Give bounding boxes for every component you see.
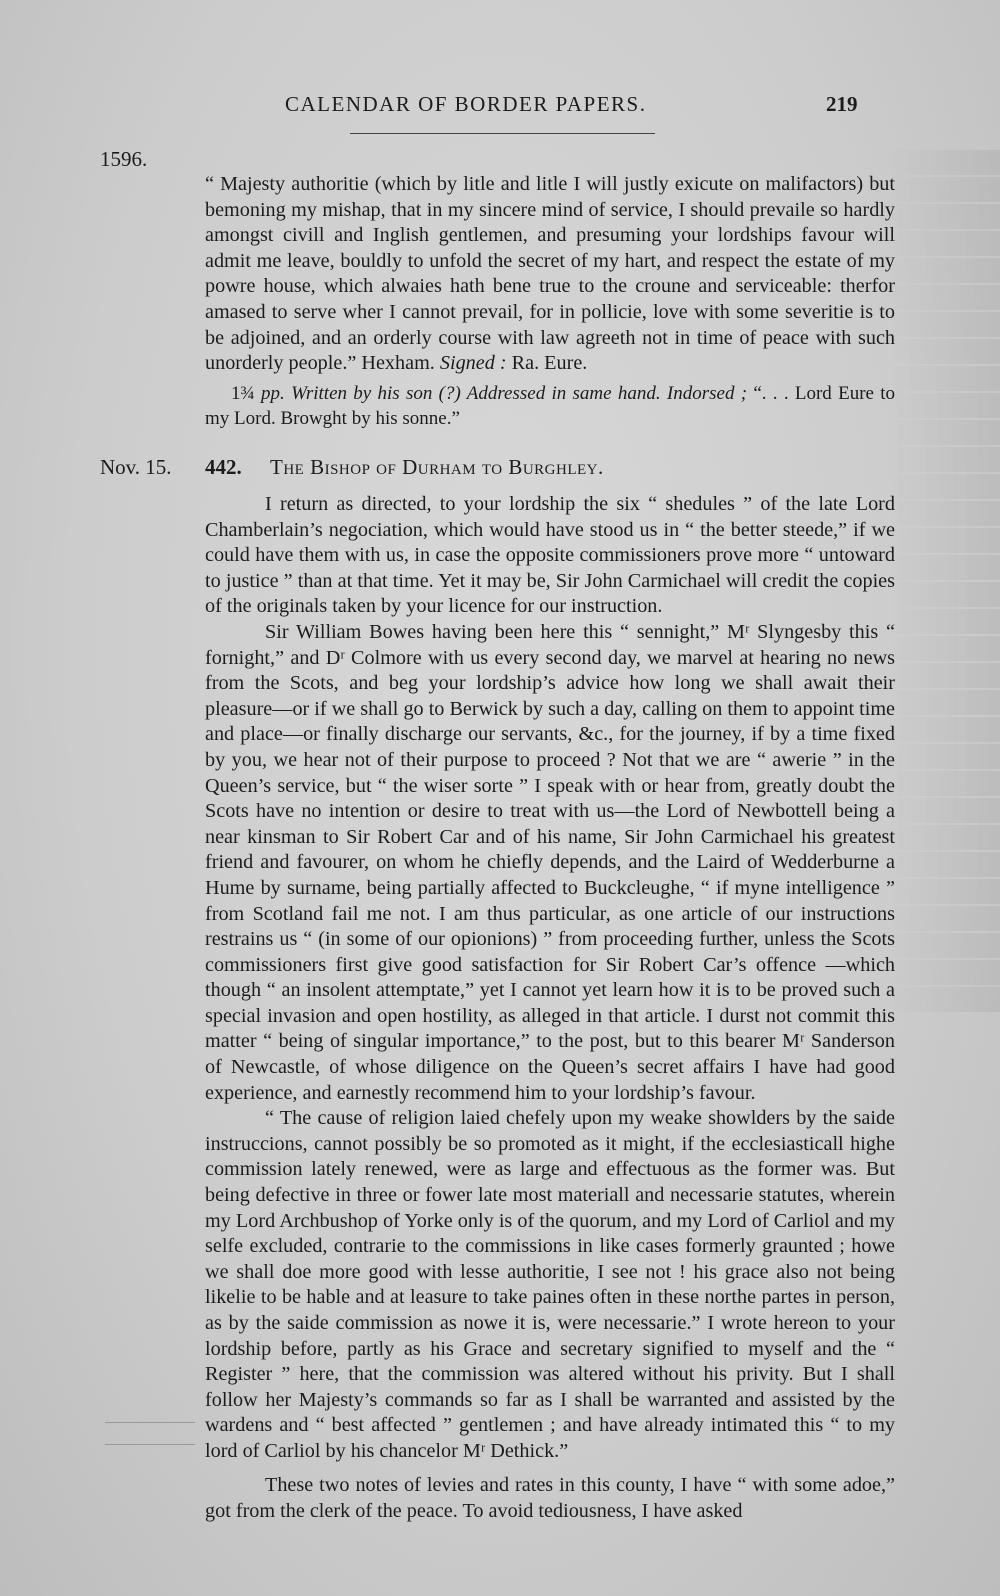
entry-body-continued: [205, 1473, 895, 1524]
signed-label: Signed :: [439, 352, 507, 375]
paragraph: Sir William Bowes having been here this “ sennight,” Mʳ Slyngesby this “ fornight,” and Dʳ Colmore with us every second day, we marvel at hearing no news from the Scots, and beg your lordship’s advice how long we shall await their pleasure—or if we shall go to Berwick by such a day, calling on them to appoint time and place—or finally discharge our servants, &c., for the journey, if by a time fixed by you, we hear not of their purpose to proceed ? Not that we are “ awerie ” in the Queen’s service, but “ the wiser sorte ” I speak with or hear from, greatly doubt the Scots have no intention or desire to treat with us—the Lord of Newbottell being a near kinsman to Sir Robert Car and of his name, Sir John Carmichael his greatest friend and favourer, on whom he chiefly depends, and the Laird of Wedderburne a Hume by surname, being partially affected to Buckcleughe, “ if myne intelligence ” from Scotland fail me not. I am thus particular, as one article of our instructions restrains us “ (in some of our opionions) ” from proceeding further, unless the Scots commissioners first give good satisfaction for Sir Robert Car’s offence —which though “ an insolent attemptate,” yet I cannot yet learn how it is to be proved such a special invasion and open hostility, as alleged in that article. I durst not commit this matter “ being of singular importance,” to the post, but to this bearer Mʳ Sanderson of Newcastle, of whose diligence on the Queen’s secret affairs I have had good experience, and earnestly recommend him to your lordship’s favour.: [205, 620, 895, 1104]
header-rule: [350, 133, 655, 134]
entry-title: The Bishop of Durham to Burghley.: [270, 455, 604, 479]
note-pages: 1¾: [231, 383, 262, 404]
page-number: 219: [826, 92, 858, 116]
entry-heading: [100, 455, 900, 485]
margin-rule: [105, 1444, 195, 1445]
running-title: CALENDAR OF BORDER PAPERS.: [285, 92, 647, 116]
quote-text: “ Majesty authoritie (which by litle and litle I will justly exicute on malifactors) but bemoning my mishap, that in my sincere mind of service, I should prevaile so hardly amongst civill and Inglish gentlemen, and presuming your lordships favour will admit me leave, bouldly to unfold the secret of my hart, and respect the estate of my powre house, which alwaies hath bene true to the croune and serviceable: therfor amased to serve wher I cannot prevail, for in pollicie, love with some severitie is to be adjoined, and an orderly course with law agreeth not in time of peace with such unorderly people.” Hexham.: [205, 173, 895, 375]
note-italic: pp. Written by his son (?) Addressed in same hand. Indorsed ;: [261, 383, 748, 404]
paragraph: “ The cause of religion laied chefely upon my weake showlders by the saide instruccions, cannot possibly be so promoted as it might, if the ecclesiasticall highe commission lately renewed, were as large and effectuous as the former was. But being defective in three or fower late most materiall and necessarie statutes, wherein my Lord Archbushop of Yorke only is of the quorum, and my Lord of Carliol and my selfe excluded, contrarie to the commissions in like cases formerly graunted ; howe we shall doe more good with lesse authoritie, I see not ! his grace also not being likelie to be hable and at leasure to take paines often in these northe partes in person, as by the saide commission as nowe it is, were necessarie.” I wrote hereon to your lordship before, partly as his Grace and secretary signified to myself and the “ Register ” here, that the commission was altered without his privity. But I shall follow her Majesty’s commands so far as I shall be warranted and assisted by the wardens and “ best affected ” gentlemen ; and have already intimated this “ to my lord of Carliol by his chancelor Mʳ Dethick.”: [205, 1107, 895, 1462]
margin-year: 1596.: [100, 147, 148, 171]
show-through-text: [886, 150, 1000, 1350]
paragraph: I return as directed, to your lordship the six “ shedules ” of the late Lord Chamberlain’s negociation, which would have stood us in “ the better steede,” if we could have them with us, in case the opposite commissioners prove more “ untoward to justice ” than at that time. Yet it may be, Sir John Carmichael will credit the copies of the originals taken by your licence for our instruction.: [205, 493, 895, 618]
entry-date: Nov. 15.: [100, 455, 172, 479]
endorsement-note: [205, 381, 895, 431]
entry-body: [205, 492, 895, 1465]
running-head: [0, 92, 1000, 132]
paragraph: These two notes of levies and rates in this county, I have “ with some adoe,” got from the clerk of the peace. To avoid tediousness, I have asked: [205, 1474, 895, 1522]
entry-number: 442.: [205, 455, 242, 479]
margin-rule: [105, 1422, 195, 1423]
note-rest: “. . . Lord Eure to my Lord. Browght by his sonne.”: [205, 383, 896, 429]
letter-quote: [205, 172, 895, 377]
signer-name: Ra. Eure.: [506, 352, 588, 375]
